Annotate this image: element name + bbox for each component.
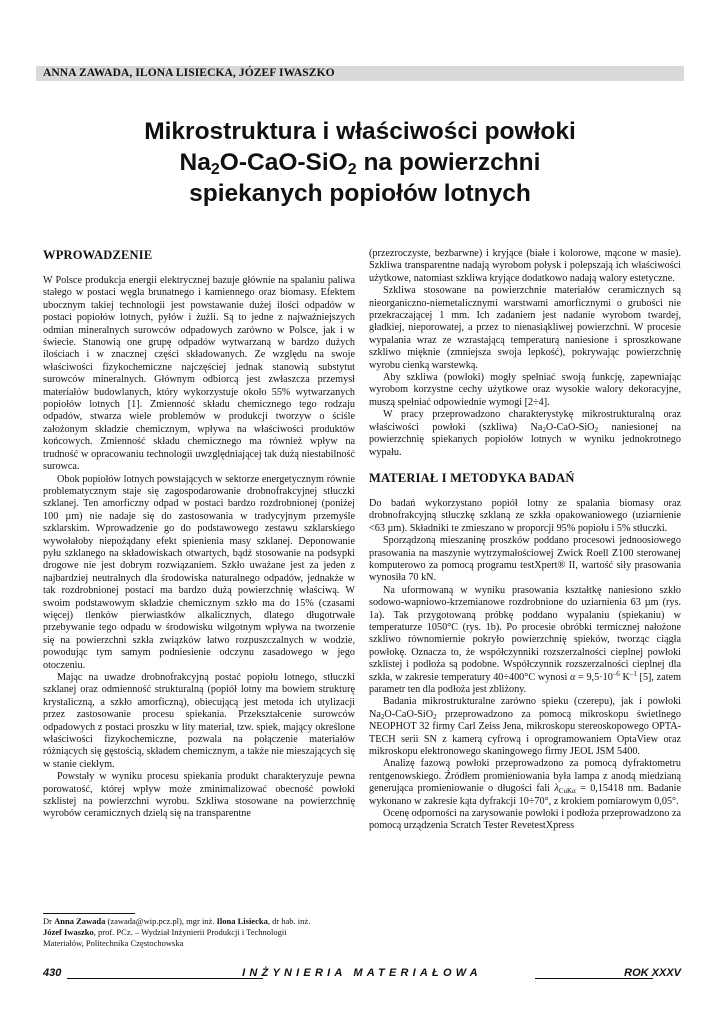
author-footnote: Dr Anna Zawada (zawada@wip.pcz.pl), mgr inż. Ilona Lisiecka, dr hab. inż. Józef Iwaszko, prof. PCz. – Wydział Inżynierii Produkcji i Technologii Materiałów, Politechnika Częstochowska xyxy=(43,916,311,948)
page-number: 430 xyxy=(43,967,62,979)
volume-label: ROK XXXV xyxy=(624,967,681,979)
paragraph: Mając na uwadze drobnofrakcyjną postać popiołu lotnego, stłuczki szklanej oraz odmienność strukturalną (popiół lotny ma bowiem strukturę krystaliczną, a szkło amorficzną), obiecującą jest metoda ich utylizacji przez zastosowanie procesu spiekania. Przekształcenie surowców odpadowych z postaci proszku w lity materiał, tzw. spiek, mający określone właściwości fizykochemiczne, pozwala na połączenie materiałów różniących się gęstością, składem chemicznym, a także nie mieszających się w stanie ciekłym. xyxy=(43,672,355,770)
journal-name: INŻYNIERIA MATERIAŁOWA xyxy=(242,967,482,979)
title-line-1: Mikrostruktura i właściwości powłoki xyxy=(144,118,576,145)
right-column xyxy=(369,248,681,833)
paragraph: Powstały w wyniku procesu spiekania produkt charakteryzuje pewna porowatość, której wpływ może zminimalizować obecność powłoki szklistej na powierzchni wyrobu. Szkliwa stosowane na powierzchnię wyrobów ceramicznych dzielą się na transparentne xyxy=(43,771,355,820)
paragraph: Badania mikrostrukturalne zarówno spieku (czerepu), jak i powłoki $Na_2O-CaO-SiO_2$ przeprowadzono za pomocą mikroskopu świetlnego NEOPHOT 32 firmy Carl Zeiss Jena, mikroskopu stereoskopowego OPTA-TECH serii SN z kamerą cyfrową i oprogramowaniem OptaView oraz mikroskopu elektronowego skaningowego firmy JEOL JSM 5400. xyxy=(369,696,681,758)
title-line-2: $Na_2O-CaO-SiO_2$ na powierzchni xyxy=(179,149,541,178)
title-line-3: spiekanych popiołów lotnych xyxy=(189,180,531,207)
page-footer xyxy=(43,967,681,983)
left-column xyxy=(43,248,355,821)
paragraph: Na uformowaną w wyniku prasowania kształtkę naniesiono szkło sodowo-wapniowo-krzemianowe rozdrobnione do uziarnienia 63 µm (rys. 1a). Tak przygotowaną próbkę poddano wypalaniu (spiekaniu) w temperaturze 1050°C (rys. 1b). Po procesie obróbki termicznej nałożone szkliwo równomiernie pokryło powierzchnię spieków, tworząc ciągła powłokę. Oznacza to, że współczynniki rozszerzalności cieplnej powłoki szklistej i podłoża są podobne. Współczynnik rozszerzalności cieplnej dla szkła, w zakresie temperatury 40÷400°C wynosi $\alpha = 9,5\cdot 10^{-6}$ $K^{-1}$ [5], zatem parametr ten dla podłoża jest zbliżony. xyxy=(369,584,681,695)
paragraph: W pracy przeprowadzono charakterystykę mikrostrukturalną oraz właściwości powłoki (szkliwa) $Na_2O-CaO-SiO_2$ naniesionej na powierzchnię spiekanych popiołów lotnych w wyniku jednokrotnego wypału. xyxy=(369,409,681,458)
paragraph: Sporządzoną mieszaninę proszków poddano procesowi jednoosiowego prasowania na maszynie wytrzymałościowej Zwick Roell Z100 sterowanej komputerowo za pomocą programu testXpert® II, wartość siły prasowania wynosiła 70 kN. xyxy=(369,535,681,584)
paragraph: Szkliwa stosowane na powierzchnie materiałów ceramicznych są nieorganiczno-niemetalicznymi warstwami amorficznymi o grubości nie przekraczającej 1 mm. Ich zadaniem jest nadanie wyrobom twardej, gładkiej, nieporowatej, a przez to nienasiąkliwej powierzchni. W procesie wypalania wraz ze wzrastającą temperaturą naniesione i sproszkowane szkliwo mięknie (zmniejsza swoja lepkość), pokrywając powierzchnię wyrobu cienką warstewką. xyxy=(369,285,681,371)
section-heading-materials-methods: MATERIAŁ I METODYKA BADAŃ xyxy=(369,470,575,485)
section-heading-introduction: WPROWADZENIE xyxy=(43,248,153,262)
paragraph: W Polsce produkcja energii elektrycznej bazuje głównie na spalaniu paliwa stałego w postaci węgla brunatnego i kamiennego oraz biomasy. Efektem ubocznym takiej technologii jest powstawanie dużej ilości odpadów w postaci popiołów lotnych, pyłów i żużli. Są to jedne z najważniejszych odmian mineralnych surowców odpadowych zarówno w Polsce, jak i w świecie. Stanowią one grupę odpadów wytwarzaną w bardzo dużych ilościach i w znacznej części składowanych. Ze względu na swoje właściwości fizykochemiczne najczęściej jednak stanowią substytut surowców mineralnych. Głównym odbiorcą jest zwłaszcza przemysł materiałów budowlanych, który wykorzystuje około 55% wytwarzanych popiołów lotnych [1]. Zmienność składu chemicznego tego rodzaju odpadów, stwarza wiele problemów w produkcji tworzyw o ściśle założonym składzie chemicznym, wpływa na właściwości produktów końcowych. Zmienność składu chemicznego ma również wpływ na trudność w opracowaniu technologii uwzględniającej tak dużą niestabilność surowca. xyxy=(43,275,355,473)
authors-line: ANNA ZAWADA, ILONA LISIECKA, JÓZEF IWASZKO xyxy=(43,67,335,79)
paragraph: Obok popiołów lotnych powstających w sektorze energetycznym równie problematycznym staje się zagospodarowanie drobnofrakcyjnej stłuczki szklanej. Ten amorficzny odpad w postaci bardzo rozdrobnionej (poniżej 100 µm) nie nadaje się do zastosowania w tradycyjnym przemyśle szklarskim. Wprowadzenie go do podstawowego zestawu szklarskiego wywołałoby niepożądany efekt spienienia masy szklanej. Deponowanie pyłu szklanego na składowiskach otwartych, bądź stosowanie na podsypki drogowe nie jest dobrym rozwiązaniem. Szkło uważane jest za jeden z najbardziej neutralnych dla środowiska naturalnego odpadów, jednakże w tak rozdrobnionej postaci ma bardzo dużą powierzchnię właściwą. W swoim podstawowym składzie chemicznym szkło ma do 15% (czasami więcej) tlenków pierwiastków alkalicznych, dlatego długotrwałe przebywanie tego odpadu w środowisku wilgotnym wpływa na tworzenie się na powierzchni szkła związków łatwo rozpuszczalnych w wodzie, powodując tym samym podniesienie odczynu zasadowego w jego otoczeniu. xyxy=(43,473,355,671)
paragraph: Do badań wykorzystano popiół lotny ze spalania biomasy oraz drobnofrakcyjną stłuczkę szklaną ze szkła opakowaniowego (uziarnienie <63 µm). Składniki te zmieszano w proporcji 95% popiołu i 5% stłuczki. xyxy=(369,497,681,534)
footnote-rule xyxy=(43,913,135,914)
paragraph: Ocenę odporności na zarysowanie powłoki i podłoża przeprowadzono za pomocą urządzenia Scratch Tester RevetestXpress xyxy=(369,808,681,832)
article-title xyxy=(60,116,660,209)
paragraph: Analizę fazową powłoki przeprowadzono za pomocą dyfraktometru rentgenowskiego. Źródłem promieniowania była lampa z anodą miedzianą generująca promieniowanie o długości fali $\lambda_{CuK\alpha} = 0,15418$ nm. Badanie wykonano w zakresie kąta dyfrakcji 10÷70°, z krokiem pomiarowym 0,05°. xyxy=(369,758,681,807)
paragraph: Aby szkliwa (powłoki) mogły spełniać swoją funkcję, zapewniając wyrobom korzystne cechy użytkowe oraz wysokie walory dekoracyjne, muszą spełniać odpowiednie wymogi [2÷4]. xyxy=(369,372,681,408)
paragraph: (przezroczyste, bezbarwne) i kryjące (białe i kolorowe, mącone w masie). Szkliwa transparentne nadają wyrobom połysk i polepszają ich właściwości użytkowe, natomiast szkliwa kryjące dodatkowo nadają walory estetyczne. xyxy=(369,248,681,284)
